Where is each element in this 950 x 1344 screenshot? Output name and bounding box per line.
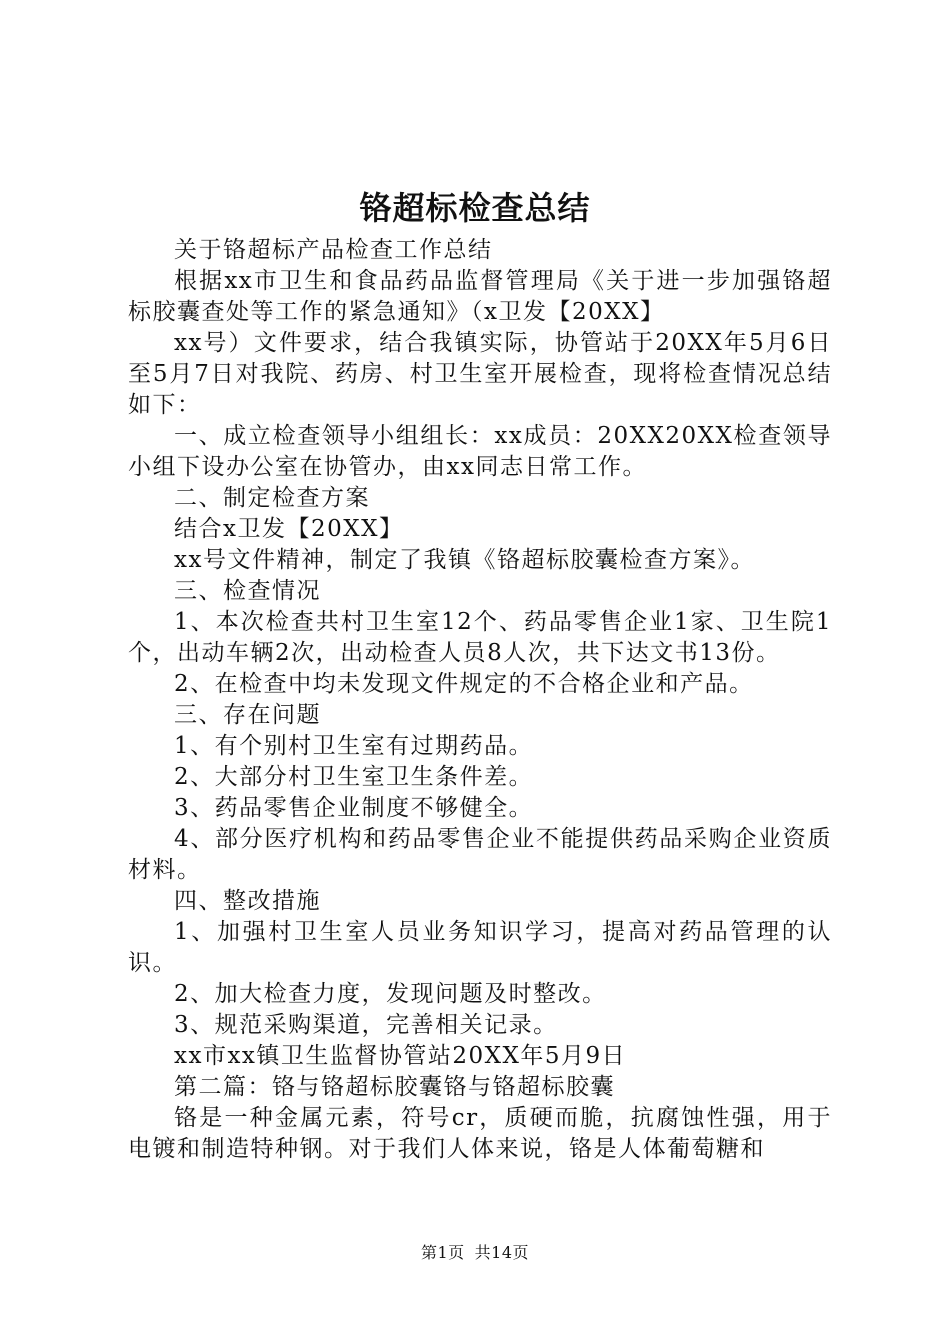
heading-part-two: 第二篇：铬与铬超标胶囊铬与铬超标胶囊: [174, 1074, 615, 1100]
page-number: 第1页: [420, 1243, 465, 1262]
paragraph-section-1: 一、成立检查领导小组组长：xx成员：20XX20XX检查领导小组下设办公室在协管办，由xx同志日常工作。: [128, 423, 832, 480]
page-footer: [0, 1242, 950, 1264]
heading-section-3: 三、检查情况: [174, 578, 321, 604]
paragraph-problem-3: 3、药品零售企业制度不够健全。: [174, 795, 534, 821]
paragraph-section-2-a: 结合x卫发【20XX】: [174, 516, 404, 542]
paragraph-inspection-2: 2、在检查中均未发现文件规定的不合格企业和产品。: [174, 671, 754, 697]
paragraph-measure-3: 3、规范采购渠道，完善相关记录。: [174, 1012, 558, 1038]
paragraph-signature: xx市xx镇卫生监督协管站20XX年5月9日: [174, 1043, 627, 1069]
paragraph-basis: 根据xx市卫生和食品药品监督管理局《关于进一步加强铬超标胶囊查处等工作的紧急通知》（x卫发【20XX】: [128, 268, 832, 325]
paragraph-requirement: xx号）文件要求，结合我镇实际，协管站于20XX年5月6日至5月7日对我院、药房、村卫生室开展检查，现将检查情况总结如下：: [128, 330, 832, 418]
paragraph-subtitle: 关于铬超标产品检查工作总结: [174, 237, 493, 263]
page-total: 共14页: [474, 1243, 530, 1262]
paragraph-problem-2: 2、大部分村卫生室卫生条件差。: [174, 764, 534, 790]
heading-measures: 四、整改措施: [174, 888, 321, 914]
paragraph-chromium-intro: 铬是一种金属元素，符号cr，质硬而脆，抗腐蚀性强，用于电镀和制造特种钢。对于我们人体来说，铬是人体葡萄糖和: [128, 1105, 832, 1162]
paragraph-section-2-b: xx号文件精神，制定了我镇《铬超标胶囊检查方案》。: [174, 547, 755, 573]
document-title: 铬超标检查总结: [359, 189, 591, 227]
paragraph-measure-2: 2、加大检查力度，发现问题及时整改。: [174, 981, 607, 1007]
heading-section-2: 二、制定检查方案: [174, 485, 370, 511]
paragraph-measure-1: 1、加强村卫生室人员业务知识学习，提高对药品管理的认识。: [128, 919, 832, 976]
document-body: [128, 235, 832, 1165]
paragraph-problem-1: 1、有个别村卫生室有过期药品。: [174, 733, 534, 759]
heading-problems: 三、存在问题: [174, 702, 321, 728]
paragraph-inspection-1: 1、本次检查共村卫生室12个、药品零售企业1家、卫生院1个，出动车辆2次，出动检查人员8人次，共下达文书13份。: [128, 609, 832, 666]
paragraph-problem-4: 4、部分医疗机构和药品零售企业不能提供药品采购企业资质材料。: [128, 826, 832, 883]
